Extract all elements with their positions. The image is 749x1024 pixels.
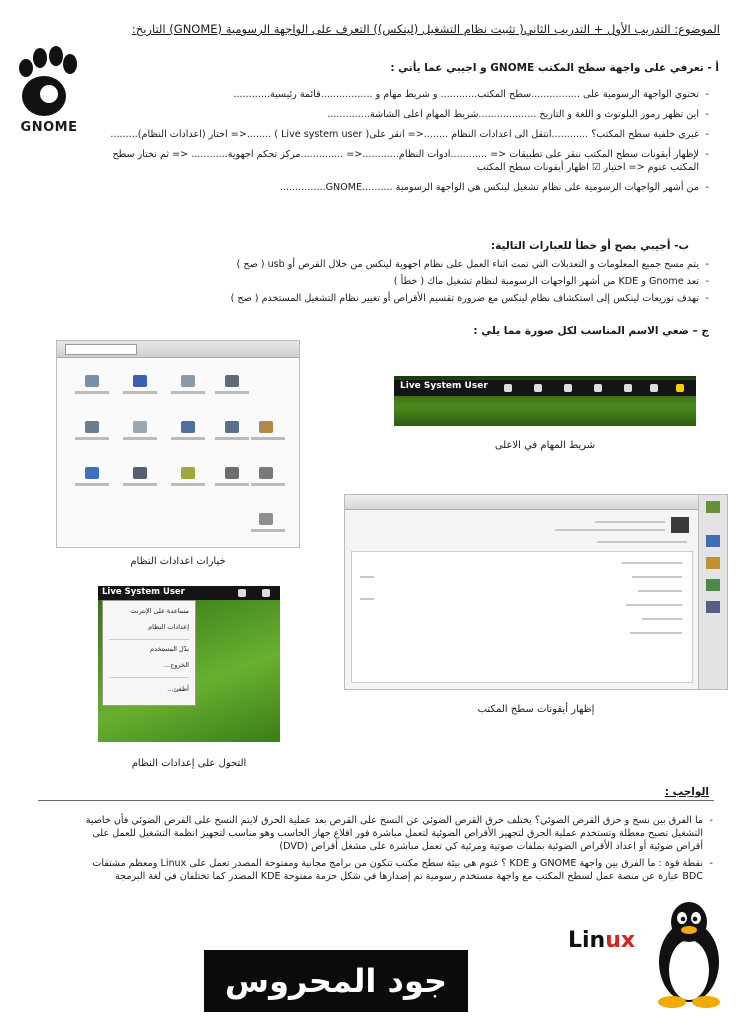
system-menu-screenshot [98,586,280,742]
list-item: - تعد Gnome و KDE من أشهر الواجهات الرسومية لنظام تشغيل ماك ( خطأ ) [109,275,709,288]
power-icon [262,589,270,597]
linux-wordmark-prefix: Lin [568,928,606,953]
name-banner [204,950,468,1012]
section-b-list [109,258,709,309]
menu-item: إعدادات النظام [148,623,189,631]
banner-text: جود المحروس [224,962,448,1000]
menu-item: بدّل المستخدم [150,645,189,653]
network-icon [564,384,572,392]
list-item: - اين تظهر رموز البلوتوث و اللغة و التاريخ ...................شريط المهام اعلى الشاشة.............. [109,108,709,121]
taskbar-screenshot [394,376,696,426]
menu-item: أطفئ... [167,685,189,693]
list-item: - لإظهار أيقونات سطح المكتب ننقر على تطبيقات <= ............ادوات النظام............<= ..............مركز تحكم اجهوية............ <= ثم نختار سطح المكتب عنوم <= اختيار ☑ اظهار أيقونات سطح المكتب [109,148,709,174]
settings-screenshot [56,340,300,548]
bluetooth-icon [504,384,512,392]
list-item: - نقطة قوة : ما الفرق بين واجهة GNOME و KDE ؟ غنوم هي بيئة سطح مكتب تتكون من برامج مجانية ومفتوحة المصدر تعمل على Linux ومعظم مشتقات BDC عبارة عن منصة عمل لسطح المكتب مع واجهة مستخدم رسومية تم إصدارها في شكل حزمة مفتوحة KDE المصدر كما تختلفان في لغة البرمجة [73,857,713,883]
volume-icon [238,589,246,597]
power-icon [650,384,658,392]
homework-title: الواجب : [664,786,709,798]
gnome-foot-icon [14,44,84,120]
gnome-logo [14,44,84,140]
user-menu [102,600,196,706]
top-panel [98,586,280,600]
dialog-content [351,551,693,683]
menu-item: الخروج... [163,661,189,669]
live-user-label: Live System User [400,381,488,391]
linux-logo [560,900,730,1010]
header-line: الموضوع: التدريب الأول + التدريب الثاني( تثبيت نظام التشغيل (لينكس)) التعرف على الواجهة الرسومية (GNOME) التاريخ: [131,22,720,36]
battery-icon [624,384,632,392]
page-header [120,22,720,36]
list-item: - يتم مسح جميع المعلومات و التعديلات التي تمت اثناء العمل على نظام اجهوية لينكس من خلال القرص أو usb ( صح ) [109,258,709,271]
list-item: - من أشهر الواجهات الرسومية على نظام تشغيل لينكس هي الواجهة الرسومية ..........GNOME............... [109,181,709,194]
list-item: - تهدف توزيعات لينكس إلى استكشاف نظام لينكس مع ضرورة تقسيم الأقراص أو تغيير نظام التشغيل المستخدم ( صح ) [109,292,709,305]
tux-penguin-icon [652,900,726,1010]
homework-list [73,814,713,887]
section-a-list [109,88,709,201]
section-c-title: ج – ضعي الاسم المناسب لكل صورة مما يلي : [473,325,709,337]
list-item: - غيري خلفية سطح المكتب؟ ............انتقل الى اعدادات النظام ........<= انقر على( Live system user ) ........<= اختار (اعدادات النظام)......... [109,128,709,141]
list-item: - تحتوي الواجهة الرسومية على ................سطح المكتب............ و شريط مهام و .................قائمة رئيسية............ [109,88,709,101]
desktop-icons-screenshot [344,494,728,690]
section-b-title: ب- أجيبي بصح أو خطأ للعبارات التالية: [490,240,689,252]
dialog-titlebar [345,495,699,510]
dialog-sidebar [698,495,727,689]
divider [38,800,714,801]
menu-item: مساعدة على الإنترنت [130,607,189,615]
linux-wordmark-suffix: ux [605,928,636,953]
linux-wordmark [568,928,635,953]
desktop-caption: إظهار أيقونات سطح المكتب [477,704,595,715]
clock-icon [676,384,684,392]
taskbar-caption: شريط المهام في الاعلى [494,440,596,451]
top-panel [394,380,696,396]
live-user-label: Live System User [102,587,185,597]
settings-caption: خيارات اعدادات النظام [130,556,226,567]
gnome-wordmark: GNOME [20,120,78,135]
section-a-title: أ - تعرفي على واجهة سطح المكتب GNOME و اجيبي عما يأتي : [390,62,719,74]
volume-icon [594,384,602,392]
list-item: - ما الفرق بين نسخ و حرق القرص الضوئي؟ يختلف حرق القرص الضوئي عن النسخ على القرص بعد عملية الحرق لايتم النسخ على القرص الضوئي فأن خاصية التشغيل تصبح معطلة وتستخدم عملية الحرق لتجهيز الأقراص الضوئية لتعمل مباشرة فور اقلاع جهاز الحاسب وهو مناسب لتجهيز انظمة التشغيل للعمل على أقراص ضوئية أو اعداد الأقراص الضوئية بملفات صوتية ومرئية كي تعمل مباشرة على مشغل أقراص (DVD) [73,814,713,853]
switch-caption: التحول على إعدادات النظام [131,758,247,769]
keyboard-icon [534,384,542,392]
